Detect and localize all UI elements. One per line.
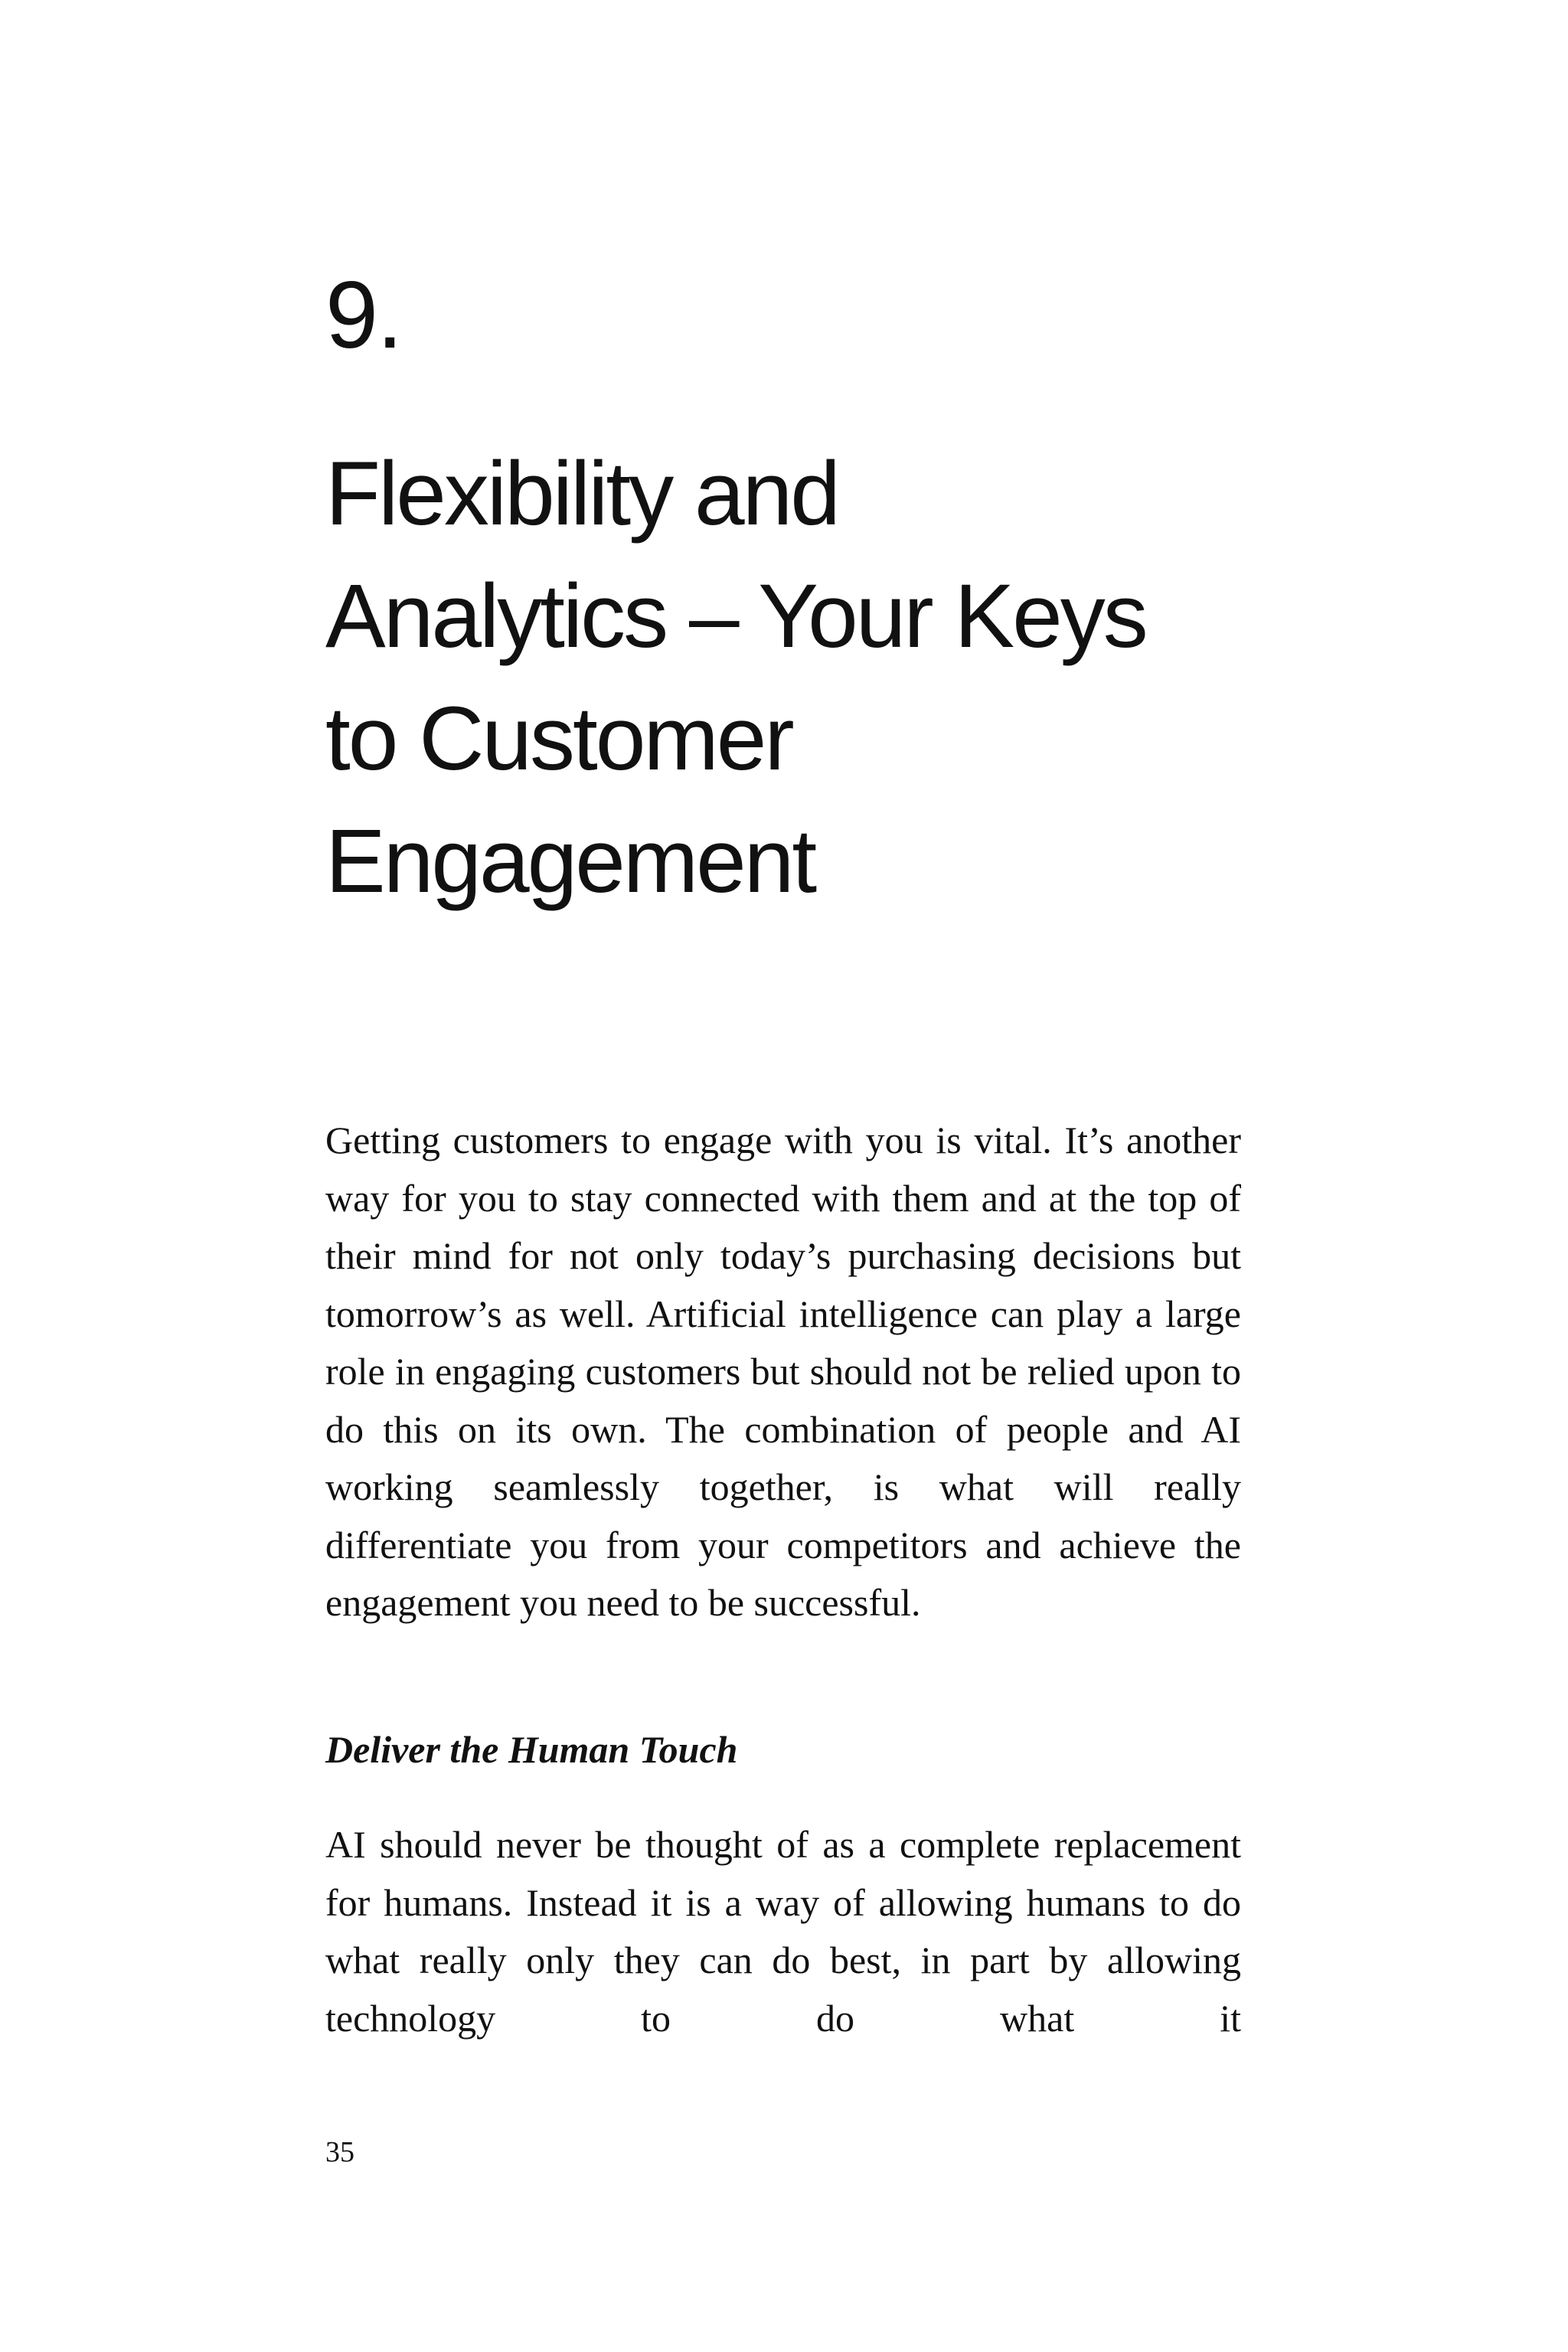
chapter-number: 9. (325, 263, 402, 368)
chapter-title-line: to Customer (325, 688, 792, 789)
chapter-title-line: Engagement (325, 811, 815, 912)
section-heading: Deliver the Human Touch (325, 1728, 738, 1771)
chapter-title-line: Analytics – Your Keys (325, 566, 1146, 667)
chapter-title-line: Flexibility and (325, 443, 838, 544)
page-number: 35 (325, 2136, 354, 2168)
section-paragraph: AI should never be thought of as a complete replacement for humans. Instead it is a way of allowing humans to do what really only they can do best, in part by allowing technology to do what it (325, 1823, 1241, 2040)
chapter-title (325, 433, 1321, 923)
intro-paragraph: Getting customers to engage with you is vital. It’s another way for you to stay connected with them and at the top of their mind for not only today’s purchasing decisions but tomorrow’s as well. Artificial intelligence can play a large role in engaging customers but should not be relied upon to do this on its own. The combination of people and AI working seamlessly together, is what will really differentiate you from your competitors and achieve the engagement you need to be successful. (325, 1119, 1241, 1624)
